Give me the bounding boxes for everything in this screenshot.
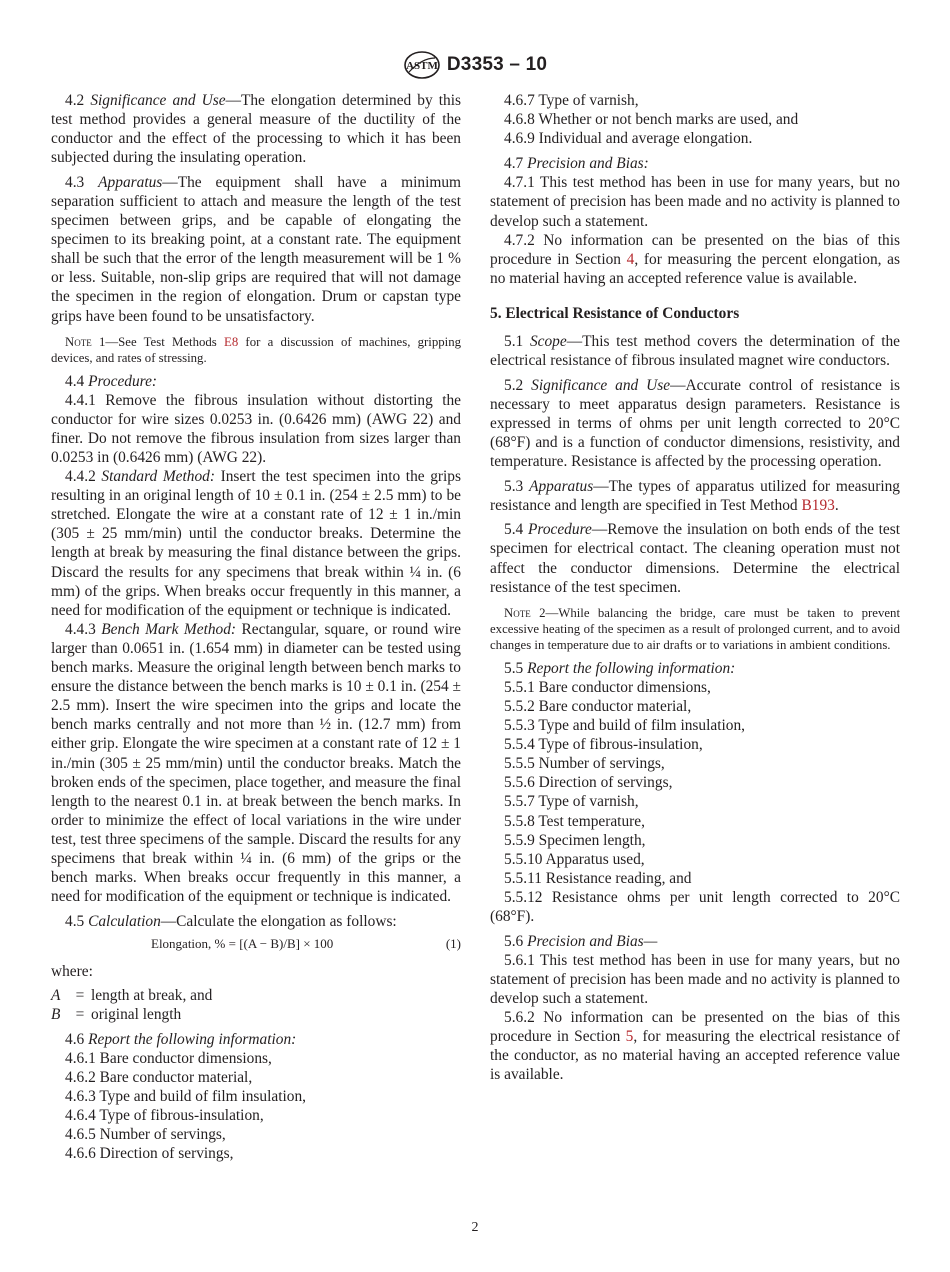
report-item: 4.6.7 Type of varnish,	[504, 92, 639, 109]
paragraph-5-6	[490, 932, 900, 951]
paragraph-4-7	[490, 154, 900, 173]
paragraph-text: —This test method covers the determination of the electrical resistance of fibrous insulated magnet wire conductors.	[490, 333, 900, 370]
section-title: Precision and Bias—	[527, 932, 658, 950]
paragraph-5-6-1: 5.6.1 This test method has been in use for many years, but no statement of precision has been made and no activity is planned to develop such a statement.	[490, 951, 900, 1007]
note-label: Note	[65, 334, 92, 349]
variable-symbol: A	[51, 986, 61, 1004]
paragraph-text: , for measuring the electrical resistance of the conductor, as no material having an accepted reference value is available.	[490, 1028, 900, 1084]
report-item: 4.6.8 Whether or not bench marks are used, and	[504, 111, 799, 129]
paragraph-text: .	[834, 496, 839, 514]
section-title: Precision and Bias:	[527, 155, 649, 173]
report-item: 5.5.4 Type of fibrous-insulation,	[504, 736, 703, 754]
report-item: 4.6.1 Bare conductor dimensions,	[65, 1049, 272, 1067]
section-number: 4.3	[65, 173, 99, 191]
section-link-5[interactable]: 5	[625, 1028, 634, 1046]
paragraph-text: 5.6.2 No information can be presented on the bias of this procedure in Section	[490, 1008, 900, 1046]
equation-1	[51, 934, 461, 953]
section-number: 4.5	[65, 913, 89, 931]
report-item: 5.5.10 Apparatus used,	[504, 850, 645, 868]
svg-text:ASTM: ASTM	[405, 60, 438, 72]
right-column	[490, 91, 900, 1090]
reference-link-b193[interactable]: B193	[801, 496, 835, 514]
variable-definition-b	[51, 1005, 461, 1024]
paragraph-text: —Accurate control of resistance is necessary to meet apparatus design parameters. Resistance is expressed in terms of ohms per unit length corrected to 20°C (68°F) and is a function of conductor dimensions, resistivity, and temperature. Resistance is affected by the processing operation.	[490, 376, 900, 471]
note-text: 1—See Test Methods	[91, 334, 224, 349]
section-title: Procedure:	[88, 372, 158, 390]
page-number: 2	[471, 1220, 479, 1235]
paragraph-5-1	[490, 332, 900, 370]
equation-number: (1)	[445, 936, 461, 952]
paragraph-text: —The elongation determined by this test method provides a general measure of the ductility of the conductor and the effect of the processing to which it has been subjected during the insulating operation.	[51, 92, 461, 167]
paragraph-text: —The equipment shall have a minimum separation sufficient to attach and measure the length of the test specimen between grips, and be capable of elongating the specimen to its breaking point, at a constant rate. The equipment shall be such that the error of the length measurement will be 1 % or less. Suitable, non-slip grips are required that will not damage the specimen in the region of elongation. Drum or capstan type grips have been found to be unsatisfactory.	[51, 173, 461, 325]
report-item: 4.6.2 Bare conductor material,	[65, 1068, 253, 1086]
where-label: where:	[51, 963, 93, 981]
section-title: Significance and Use	[90, 92, 226, 109]
section-number: 5.1	[504, 333, 530, 351]
variable-description: original length	[91, 1005, 182, 1023]
report-item: 4.6.6 Direction of servings,	[65, 1145, 234, 1163]
paragraph-5-2	[490, 376, 900, 471]
report-item: 4.6.4 Type of fibrous-insulation,	[65, 1107, 264, 1125]
equation-body: Elongation, % = [(A − B)/B] × 100	[151, 936, 334, 952]
report-item-5-5-12: 5.5.12 Resistance ohms per unit length corrected to 20°C (68°F).	[490, 888, 900, 925]
report-item: 4.6.5 Number of servings,	[65, 1126, 226, 1144]
paragraph-text: —Remove the insulation on both ends of the test specimen for electrical contact. The cleaning operation must not affect the conductor dimensions. Determine the electrical resistance of the test specimen.	[490, 521, 900, 596]
report-item: 5.5.11 Resistance reading, and	[504, 869, 692, 887]
left-column	[51, 91, 461, 1163]
astm-logo-icon	[403, 50, 441, 80]
paragraph-5-4	[490, 520, 900, 596]
note-label: Note	[504, 605, 531, 620]
paragraph-5-5	[490, 659, 900, 678]
report-item: 5.5.7 Type of varnish,	[504, 793, 639, 811]
section-title: Apparatus	[529, 477, 594, 495]
paragraph-text: Insert the test specimen into the grips resulting in an original length of 10 ± 0.1 in. (254 ± 2.5 mm) to be stretched. Elongate the wire at a constant rate of 12 ± 1 in./min (305 ± 25 mm/min) until the conductor breaks. Determine the length at break by measuring the final distance between the grips. Discard the results for any specimens that break within ¼ in. (6 mm) of the grips. When breaks occur frequently in this manner, a need for modification of the equipment or technique is indicated.	[51, 468, 461, 619]
note-2	[490, 605, 900, 653]
section-title: Bench Mark Method:	[101, 620, 237, 638]
note-text: for a discussion of machines, gripping devices, and rates of stressing.	[51, 334, 462, 365]
section-number: 5.3	[504, 477, 530, 495]
paragraph-4-4-1: 4.4.1 Remove the fibrous insulation without distorting the conductor for wire sizes 0.0253 in. (0.6426 mm) (AWG 22) and finer. Do not remove the fibrous insulation from sizes larger than 0.0253 in (0.6426 mm) (AWG 22).	[51, 391, 461, 466]
paragraph-4-4	[51, 372, 461, 391]
section-link-4[interactable]: 4	[626, 250, 635, 268]
section-number: 4.7	[504, 155, 528, 173]
section-title: Standard Method:	[101, 468, 215, 486]
report-item: 5.5.6 Direction of servings,	[504, 774, 673, 792]
note-1	[51, 334, 461, 366]
section-title: Calculation	[88, 913, 161, 931]
section-number: 4.6	[65, 1030, 89, 1048]
report-item: 5.5.8 Test temperature,	[504, 812, 645, 830]
report-item: 5.5.3 Type and build of film insulation,	[504, 717, 746, 735]
variable-description: length at break, and	[91, 986, 213, 1004]
section-number: 5.5	[504, 659, 528, 677]
section-number: 4.4.2	[65, 468, 102, 486]
section-title: Apparatus	[98, 173, 163, 191]
paragraph-4-7-1: 4.7.1 This test method has been in use for many years, but no statement of precision has been made and no activity is planned to develop such a statement.	[490, 174, 900, 230]
equals-sign: =	[75, 1005, 85, 1023]
variable-definition-a	[51, 986, 461, 1005]
paragraph-4-4-2	[51, 467, 461, 620]
reference-link-e8[interactable]: E8	[224, 334, 239, 349]
paragraph-4-6	[51, 1030, 461, 1049]
report-item: 5.5.1 Bare conductor dimensions,	[504, 678, 711, 696]
equals-sign: =	[75, 986, 85, 1004]
section-title: Procedure	[528, 521, 592, 539]
paragraph-5-6-2	[490, 1008, 900, 1084]
paragraph-text: —Calculate the elongation as follows:	[160, 913, 397, 931]
section-number: 4.4.3	[65, 620, 102, 638]
section-title: Significance and Use	[531, 376, 671, 394]
paragraph-5-3	[490, 477, 900, 515]
document-id: D3353 – 10	[446, 54, 548, 75]
section-number: 5.6	[504, 932, 528, 950]
section-number: 5.2	[504, 376, 532, 394]
report-item: 5.5.5 Number of servings,	[504, 755, 665, 773]
section-title: Scope	[529, 333, 567, 351]
section-title: Report the following information:	[527, 659, 736, 677]
section-number: 4.4	[65, 372, 89, 390]
report-item: 4.6.9 Individual and average elongation.	[504, 130, 753, 148]
paragraph-text: , for measuring the percent elongation, as no material having an accepted reference value is available.	[490, 250, 900, 287]
report-item: 4.6.3 Type and build of film insulation,	[65, 1088, 307, 1105]
page-header	[0, 50, 950, 80]
variable-symbol: B	[51, 1005, 61, 1023]
report-item: 5.5.2 Bare conductor material,	[504, 697, 692, 715]
paragraph-text: 4.7.2 No information can be presented on the bias of this procedure in Section	[490, 231, 900, 268]
section-number: 4.2	[65, 92, 91, 109]
section-number: 5.4	[504, 521, 528, 539]
section-5-heading: 5. Electrical Resistance of Conductors	[490, 304, 740, 322]
paragraph-4-3	[51, 173, 461, 326]
paragraph-4-2	[51, 91, 461, 167]
report-item: 5.5.9 Specimen length,	[504, 831, 646, 849]
section-title: Report the following information:	[88, 1030, 297, 1048]
paragraph-4-7-2	[490, 231, 900, 288]
note-text: 2—While balancing the bridge, care must be taken to prevent excessive heating of the specimen as a result of prolonged current, and to avoid changes in temperature due to air drafts or to variations in ambient conditions.	[490, 605, 900, 652]
paragraph-4-5	[51, 912, 461, 931]
paragraph-4-4-3	[51, 620, 461, 906]
paragraph-text: —The types of apparatus utilized for measuring resistance and length are specified in Test Method	[490, 477, 900, 514]
paragraph-text: Rectangular, square, or round wire larger than 0.0651 in. (1.654 mm) in diameter can be tested using bench marks. Measure the original length between bench marks to ensure the distance between the bench marks is 10 ± 0.1 in. (254 ± 2.5 mm). Insert the wire specimen into the grips and locate the bench marks centrally and not more than ½ in. (12.7 mm) from either grip. Elongate the wire specimen at a constant rate of 12 ± 1 in./min (305 ± 25 mm/min) until the conductor breaks. Match the broken ends of the specimen, place together, and measure the final length to the nearest 0.1 in. at break between the bench marks. In order to minimize the effect of local variations in the wire under test, test three specimens of the sample. Discard the results for any specimens that break within ¼ in. (6 mm) of the grips or the bench marks. When breaks occur frequently in this manner, a need for modification of the equipment or technique is indicated.	[51, 620, 461, 906]
